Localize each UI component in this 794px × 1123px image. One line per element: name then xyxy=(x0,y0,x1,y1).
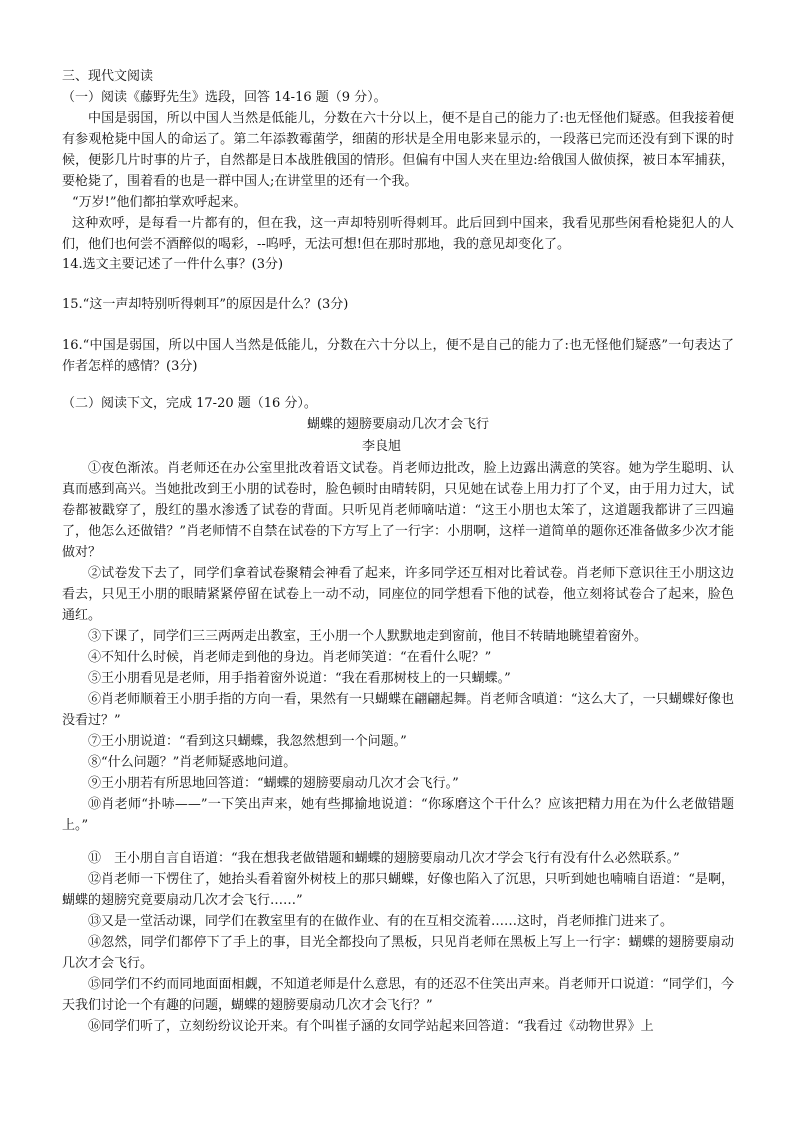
story-paragraph: ①夜色渐浓。肖老师还在办公室里批改着语文试卷。肖老师边批改，脸上边露出满意的笑容。她为学生聪明、认真而感到高兴。当她批改到王小朋的试卷时，脸色顿时由晴转阴，只见她在试卷上用力打了个叉，由于用力过大，试卷都被戳穿了，殷红的墨水渗透了试卷的背面。只听见肖老师嘀咕道：“这王小朋也太笨了，这道题我都讲了三四遍了，他怎么还做错？”肖老师情不自禁在试卷的下方写上了一行字：小朋啊，这样一道简单的题你还准备做多少次才能做对？ xyxy=(62,461,734,560)
paragraph-gap xyxy=(62,836,734,848)
question-15: 15.“这一声却特别听得刺耳”的原因是什么？(3分) xyxy=(62,297,349,312)
question-14: 14.选文主要记述了一件什么事？(3分) xyxy=(62,257,284,272)
passage-paragraph: “万岁!”他们都拍掌欢呼起来。 xyxy=(72,195,247,210)
article-title: 蝴蝶的翅膀要扇动几次才会飞行 xyxy=(306,417,489,432)
story-paragraph: ⑮同学们不约而同地面面相觑，不知道老师是什么意思，有的还忍不住笑出声来。肖老师开口说道：“同学们，今天我们讨论一个有趣的问题，蝴蝶的翅膀要扇动几次才会飞行？” xyxy=(62,977,734,1013)
story-paragraph: ⑫肖老师一下愣住了，她抬头看着窗外树枝上的那只蝴蝶，好像也陷入了沉思，只听到她也喃喃自语道：“是啊，蝴蝶的翅膀究竟要扇动几次才会飞行……” xyxy=(62,872,734,908)
story-paragraph: ③下课了，同学们三三两两走出教室，王小朋一个人默默地走到窗前，他目不转睛地眺望着窗外。 xyxy=(88,629,648,644)
passage-paragraph: 这种欢呼，是每看一片都有的，但在我，这一声却特别听得刺耳。此后回到中国来，我看见那些闲看枪毙犯人的人们，他们也何尝不酒醉似的喝彩，--呜呼，无法可想!但在那时那地，我的意见却变化了。 xyxy=(62,216,734,252)
answer-space xyxy=(62,377,734,393)
article-author: 李良旭 xyxy=(362,439,402,454)
story-paragraph: ⑪ 王小朋自言自语道：“我在想我老做错题和蝴蝶的翅膀要扇动几次才学会飞行有没有什么必然联系。” xyxy=(88,851,680,866)
story-paragraph: ⑭忽然，同学们都停下了手上的事，目光全都投向了黑板，只见肖老师在黑板上写上一行字：蝴蝶的翅膀要扇动几次才会飞行。 xyxy=(62,935,734,971)
part2-heading: （二）阅读下文，完成 17-20 题（16 分）。 xyxy=(62,396,317,411)
story-paragraph: ⑬又是一堂活动课，同学们在教室里有的在做作业、有的在互相交流着……这时，肖老师推门进来了。 xyxy=(88,914,674,929)
story-paragraph: ⑥肖老师顺着王小朋手指的方向一看，果然有一只蝴蝶在翩翩起舞。肖老师含嗔道：“这么大了，一只蝴蝶好像也没看过？” xyxy=(62,692,734,728)
story-paragraph: ⑩肖老师“扑哧——”一下笑出声来，她有些揶揄地说道：“你琢磨这个干什么？应该把精力用在为什么老做错题上。” xyxy=(62,797,734,833)
answer-space xyxy=(62,275,734,295)
story-paragraph: ⑤王小朋看见是老师，用手指着窗外说道：“我在看那树枝上的一只蝴蝶。” xyxy=(88,671,511,686)
part1-heading: （一）阅读《藤野先生》选段，回答 14-16 题（9 分）。 xyxy=(62,90,387,105)
part1-passage xyxy=(62,108,734,255)
story-paragraph: ⑨王小朋若有所思地回答道：“蝴蝶的翅膀要扇动几次才会飞行。” xyxy=(88,776,459,791)
story-paragraph: ②试卷发下去了，同学们拿着试卷聚精会神看了起来，许多同学还互相对比着试卷。肖老师下意识往王小朋这边看去，只见王小朋的眼睛紧紧停留在试卷上一动不动，同座位的同学想看下他的试卷，他立刻将试卷合了起来，脸色通红。 xyxy=(62,566,734,623)
reading-section xyxy=(62,66,734,1037)
story-paragraph: ⑦王小朋说道：“看到这只蝴蝶，我忽然想到一个问题。” xyxy=(88,734,407,749)
story-paragraph: ⑯同学们听了，立刻纷纷议论开来。有个叫崔子涵的女同学站起来回答道：“我看过《动物世界》上 xyxy=(88,1019,654,1034)
story-paragraph: ⑧“什么问题？”肖老师疑惑地问道。 xyxy=(88,755,297,770)
question-16: 16.“中国是弱国，所以中国人当然是低能儿，分数在六十分以上，便不是自己的能力了:也无怪他们疑惑”一句表达了作者怎样的感情？(3分) xyxy=(62,338,734,374)
story-paragraph: ④不知什么时候，肖老师走到他的身边。肖老师笑道：“在看什么呢？” xyxy=(88,650,492,665)
passage-paragraph: 中国是弱国，所以中国人当然是低能儿，分数在六十分以上，便不是自己的能力了:也无怪他们疑惑。但我接着便有参观枪毙中国人的命运了。第二年添教霉菌学，细菌的形状是全用电影来显示的，一段落已完而还没有到下课的时候，便影几片时事的片子，自然都是日本战胜俄国的情形。但偏有中国人夹在里边:给俄国人做侦探，被日本军捕获，要枪毙了，围着看的也是一群中国人;在讲堂里的还有一个我。 xyxy=(62,111,734,189)
part2-passage xyxy=(62,458,734,1037)
answer-space xyxy=(62,315,734,335)
section-heading: 三、现代文阅读 xyxy=(62,69,154,84)
